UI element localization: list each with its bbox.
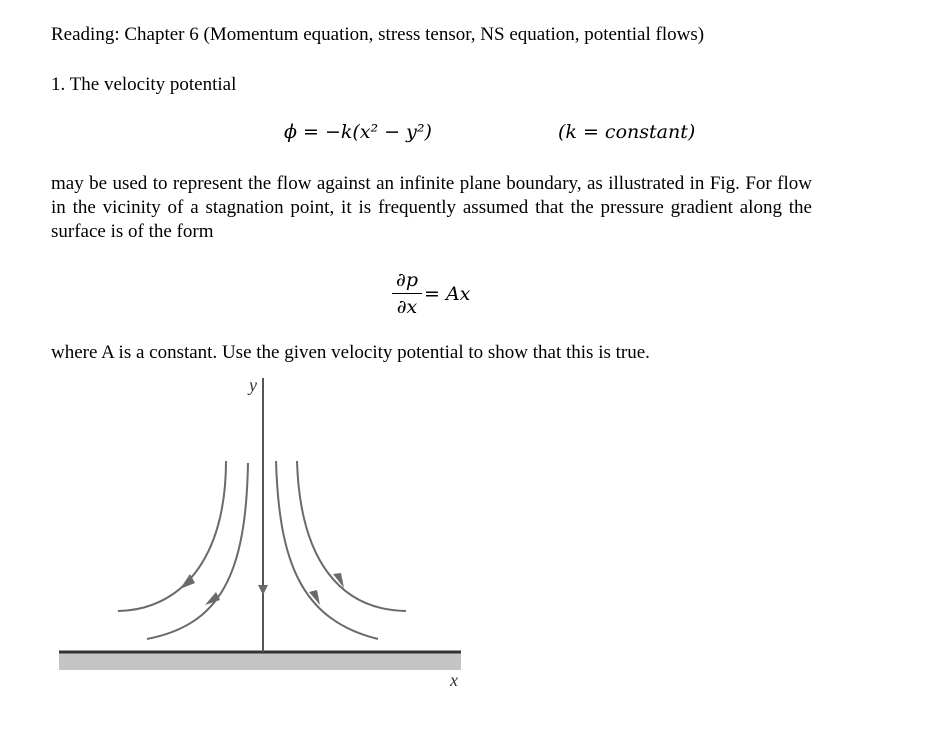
streamline-left-outer [118, 461, 226, 611]
reading-assignment: Reading: Chapter 6 (Momentum equation, stress tensor, NS equation, potential flows) [51, 24, 705, 45]
problem-paragraph-1: may be used to represent the flow against an infinite plane boundary, as illustrated in Fig. For flow in the vicinity of a stagnation point, it is frequently assumed that the pressure gradient along the surface is of the form [51, 173, 812, 242]
pressure-gradient-rhs: = Ax [424, 283, 471, 305]
fraction-numerator: ∂p [396, 269, 418, 291]
y-axis-label: y [249, 375, 257, 395]
x-axis-label: x [450, 670, 458, 690]
center-arrow-icon [258, 585, 268, 595]
streamline-left-inner [147, 463, 248, 639]
streamline-right-outer [297, 461, 406, 611]
streamline-right-inner [276, 461, 378, 639]
problem-paragraph-2: where A is a constant. Use the given velocity potential to show that this is true. [51, 342, 650, 363]
velocity-potential-equation: ϕ = −k(x² − y²) [284, 121, 432, 143]
fraction-denominator: ∂x [396, 296, 418, 318]
problem-intro: 1. The velocity potential [51, 74, 237, 95]
wall-boundary [59, 652, 461, 670]
constant-note: (k = constant) [558, 121, 696, 143]
